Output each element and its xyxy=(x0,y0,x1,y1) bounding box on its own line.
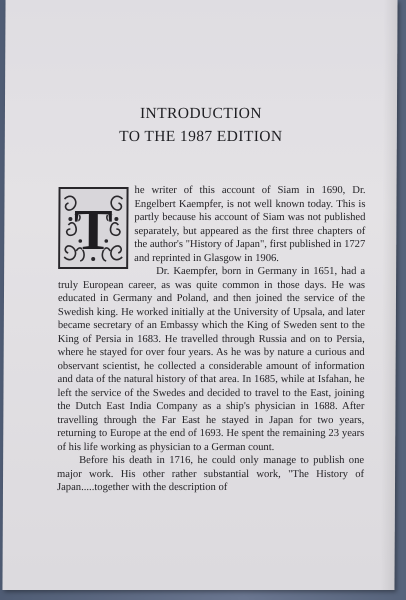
body-text xyxy=(57,184,366,495)
paragraph-2: Dr. Kaempfer, born in Germany in 1651, had a truly European career, as was quite common in those days. He was educated in Germany and Poland, and then joined the service of the Swedish king. He worked initially at the University of Upsala, and later became secretary of an Embassy which the King of Sweden sent to the King of Persia in 1683. He travelled through Russia and on to Persia, where he stayed for over four years. As he was by nature a curious and observant scientist, he collected a considerable amount of information and data of the natural history of that area. In 1685, while at Isfahan, he left the service of the Swedes and decided to travel to the East, joining the Dutch East India Company as a ship's physician in 1688. After travelling through the Far East he stayed in Japan for two years, returning to Europe at the end of 1693. He spent the remaining 23 years of his life working as physician to a German count. xyxy=(57,266,366,453)
paragraph-1: he writer of this account of Siam in 1690, Dr. Engelbert Kaempfer, is not well known today. This is partly because his account of Siam was not published separately, but appeared as the first three chapters of the author's "History of Japan", first published in 1727 and reprinted in Glasgow in 1906. xyxy=(134,185,366,264)
book-page xyxy=(2,0,397,590)
decorative-dropcap-icon xyxy=(58,187,128,269)
paragraph-3: Before his death in 1716, he could only manage to publish one major work. His other rather substantial work, "The History of Japan.....together with the description of xyxy=(56,455,365,493)
ornament-icon xyxy=(60,189,126,267)
dropcap-letter: T xyxy=(73,197,113,262)
page-subtitle: TO THE 1987 EDITION xyxy=(119,128,283,145)
page-title: INTRODUCTION xyxy=(139,105,262,122)
